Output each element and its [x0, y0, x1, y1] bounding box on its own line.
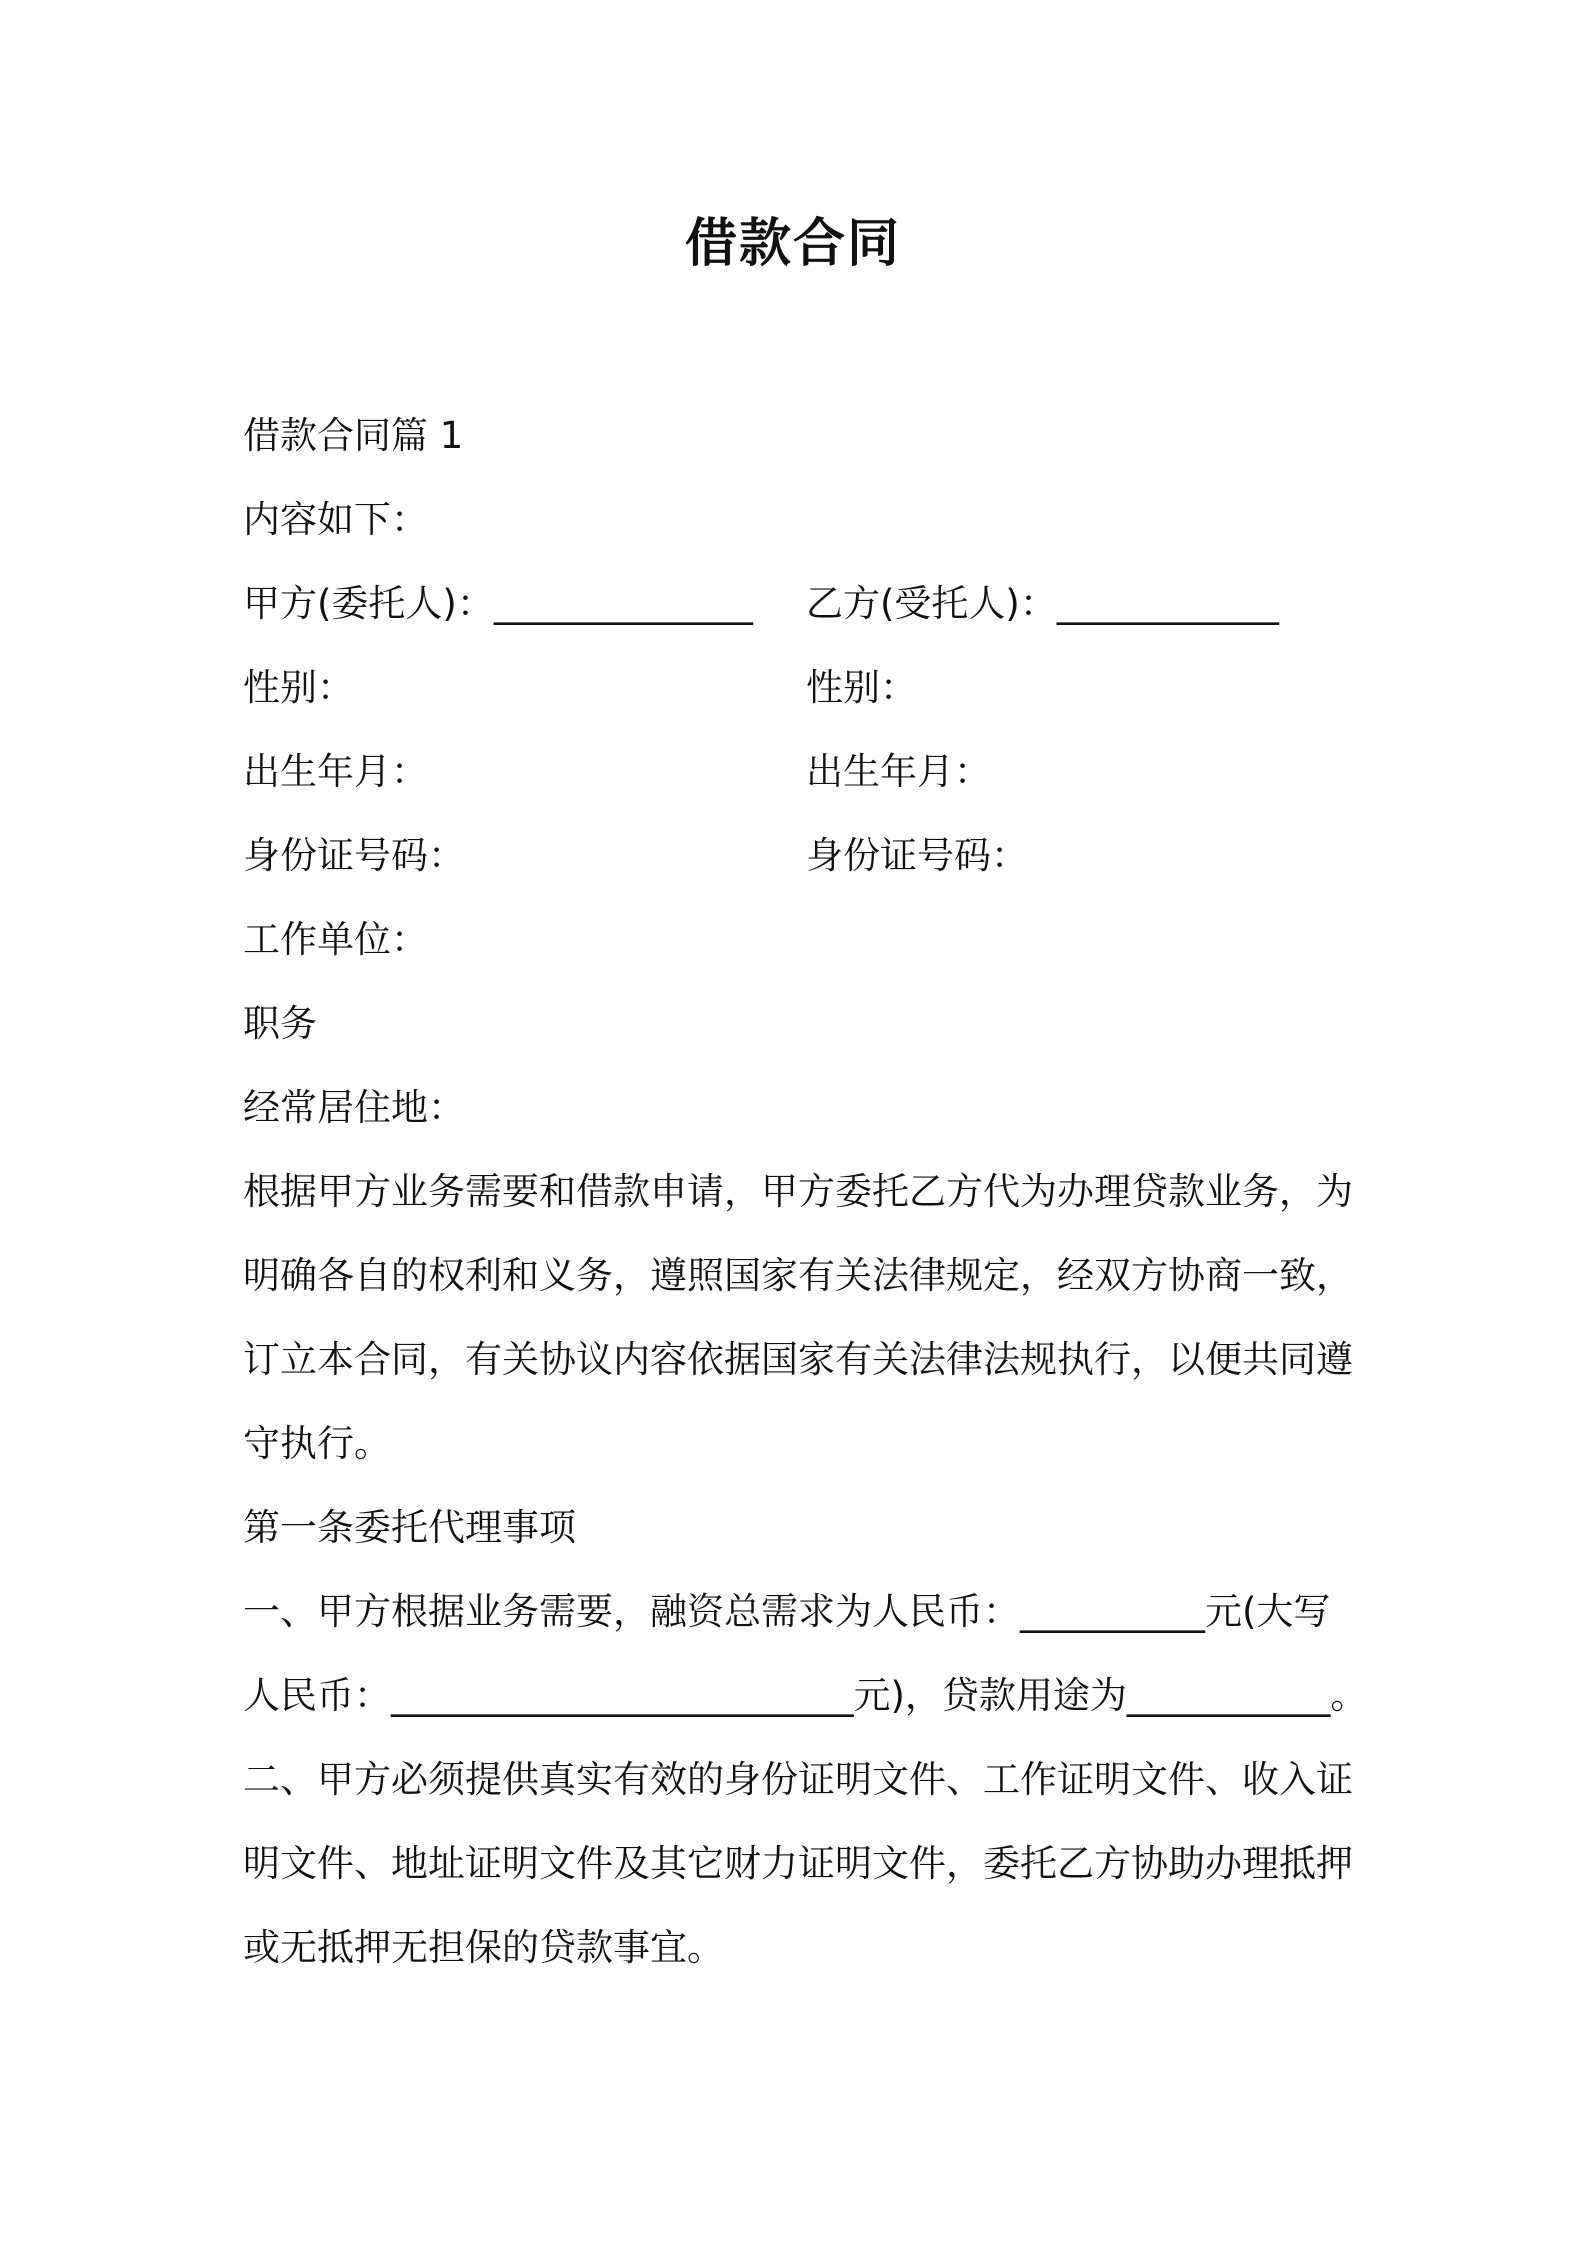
clause-line: 二、甲方必须提供真实有效的身份证明文件、工作证明文件、收入证	[243, 1758, 1353, 1801]
residence-label: 经常居住地：	[243, 1086, 465, 1129]
clause-line: 人民币：_________________________元)，贷款用途为___________。	[243, 1674, 1368, 1717]
paragraph-line: 守执行。	[243, 1422, 391, 1465]
gender-a-label: 性别：	[243, 666, 354, 709]
document-title: 借款合同	[684, 214, 901, 274]
party-a-label: 甲方(委托人)：______________	[243, 582, 753, 625]
paragraph-line: 明确各自的权利和义务，遵照国家有关法律规定，经双方协商一致，	[243, 1254, 1353, 1297]
clause-line: 一、甲方根据业务需要，融资总需求为人民币：__________元(大写	[243, 1590, 1331, 1633]
id-b-label: 身份证号码：	[806, 834, 1028, 877]
birth-a-label: 出生年月：	[243, 750, 428, 793]
position-label: 职务	[243, 1002, 317, 1045]
article-heading: 第一条委托代理事项	[243, 1506, 576, 1549]
birth-b-label: 出生年月：	[806, 750, 991, 793]
paragraph-line: 根据甲方业务需要和借款申请，甲方委托乙方代为办理贷款业务，为	[243, 1170, 1353, 1213]
id-a-label: 身份证号码：	[243, 834, 465, 877]
work-unit-label: 工作单位：	[243, 918, 428, 961]
clause-line: 明文件、地址证明文件及其它财力证明文件，委托乙方协助办理抵押	[243, 1842, 1353, 1885]
intro-text: 内容如下：	[243, 498, 428, 541]
clause-line: 或无抵押无担保的贷款事宜。	[243, 1926, 724, 1969]
section-heading: 借款合同篇 1	[243, 414, 464, 457]
party-b-label: 乙方(受托人)：____________	[806, 582, 1279, 625]
paragraph-line: 订立本合同，有关协议内容依据国家有关法律法规执行，以便共同遵	[243, 1338, 1353, 1381]
gender-b-label: 性别：	[806, 666, 917, 709]
